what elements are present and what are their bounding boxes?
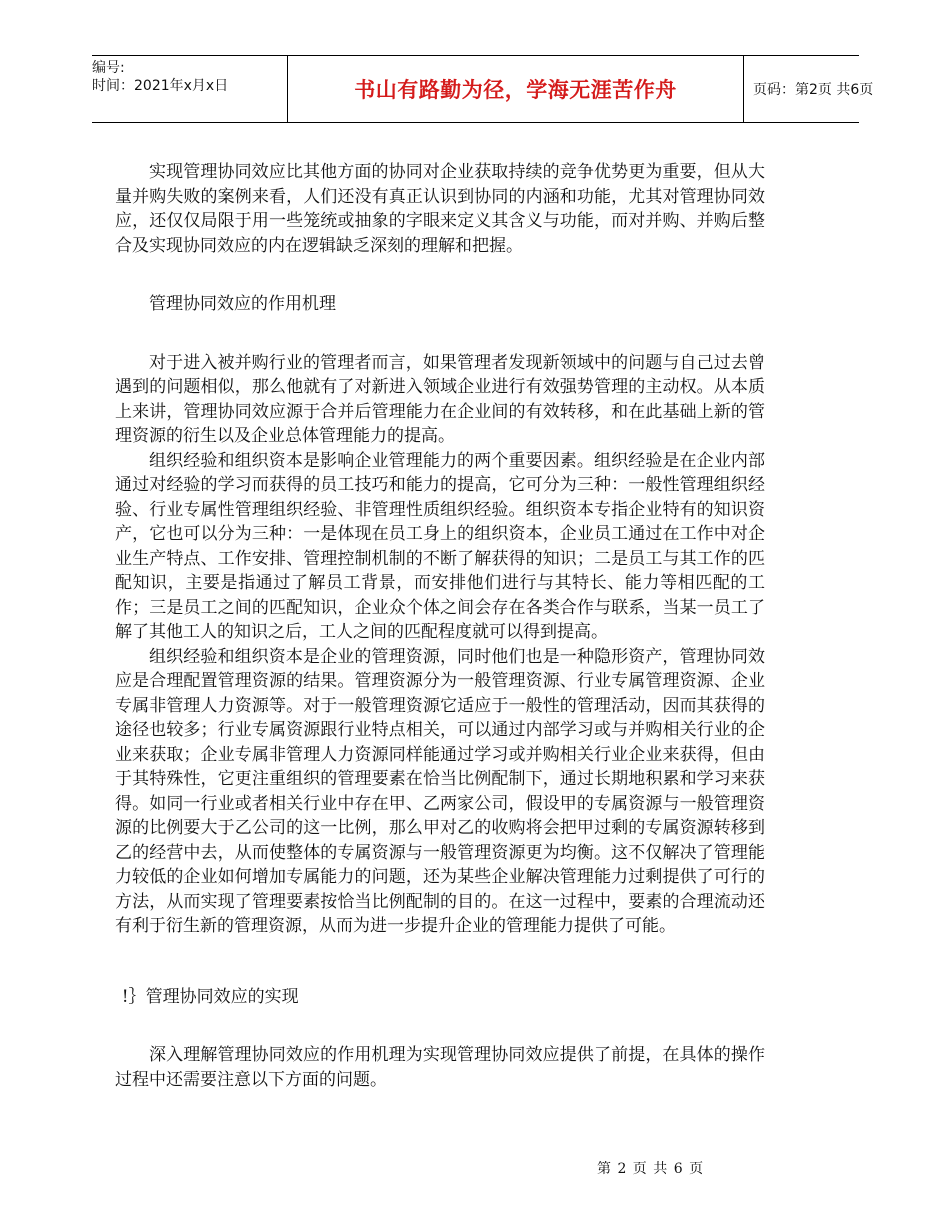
document-number-label: 编号: <box>92 60 125 76</box>
header-meta <box>92 56 287 125</box>
page-footer: 第 2 页 共 6 页 <box>597 1161 705 1177</box>
header-motto: 书山有路勤为径，学海无涯苦作舟 <box>287 56 744 122</box>
header-page-info: 页码：第2页 共6页 <box>753 82 874 98</box>
section-heading-mechanism: 管理协同效应的作用机理 <box>149 294 336 314</box>
document-time-label: 时间：2021年x月x日 <box>92 78 229 94</box>
section-heading-realization: !｝管理协同效应的实现 <box>121 986 299 1007</box>
paragraph-mechanism-2: 组织经验和组织资本是影响企业管理能力的两个重要因素。组织经验是在企业内部通过对经验的学习而获得的员工技巧和能力的提高，它可分为三种：一般性管理组织经验、行业专属性管理组织经验、非管理性质组织经验。组织资本专指企业特有的知识资产，它也可以分为三种：一是体现在员工身上的组织资本，企业员工通过在工作中对企业生产特点、工作安排、管理控制机制的不断了解获得的知识；二是员工与其工作的匹配知识，主要是指通过了解员工背景，而安排他们进行与其特长、能力等相匹配的工作；三是员工之间的匹配知识，企业众个体之间会存在各类合作与联系，当某一员工了解了其他工人的知识之后，工人之间的匹配程度就可以得到提高。 <box>115 450 765 642</box>
paragraph-realization: 深入理解管理协同效应的作用机理为实现管理协同效应提供了前提，在具体的操作过程中还需要注意以下方面的问题。 <box>115 1045 765 1090</box>
page-header <box>92 55 874 123</box>
paragraph-intro: 实现管理协同效应比其他方面的协同对企业获取持续的竞争优势更为重要，但从大量并购失败的案例来看，人们还没有真正认识到协同的内涵和功能，尤其对管理协同效应，还仅仅局限于用一些笼统或抽象的字眼来定义其含义与功能，而对并购、并购后整合及实现协同效应的内在逻辑缺乏深刻的理解和把握。 <box>115 162 765 256</box>
document-body <box>115 160 765 1092</box>
paragraph-mechanism-3: 组织经验和组织资本是企业的管理资源，同时他们也是一种隐形资产，管理协同效应是合理配置管理资源的结果。管理资源分为一般管理资源、行业专属管理资源、企业专属非管理人力资源等。对于一般管理资源它适应于一般性的管理活动，因而其获得的途径也较多；行业专属资源跟行业特点相关，可以通过内部学习或与并购相关行业的企业来获取；企业专属非管理人力资源同样能通过学习或并购相关行业企业来获得，但由于其特殊性，它更注重组织的管理要素在恰当比例配制下，通过长期地积累和学习来获得。如同一行业或者相关行业中存在甲、乙两家公司，假设甲的专属资源与一般管理资源的比例要大于乙公司的这一比例，那么甲对乙的收购将会把甲过剩的专属资源转移到乙的经营中去，从而使整体的专属资源与一般管理资源更为均衡。这不仅解决了管理能力较低的企业如何增加专属能力的问题，还为某些企业解决管理能力过剩提供了可行的方法，从而实现了管理要素按恰当比例配制的目的。在这一过程中，要素的合理流动还有利于衍生新的管理资源，从而为进一步提升企业的管理能力提供了可能。 <box>115 646 765 936</box>
paragraph-mechanism-1: 对于进入被并购行业的管理者而言，如果管理者发现新领域中的问题与自己过去曾遇到的问题相似，那么他就有了对新进入领域企业进行有效强势管理的主动权。从本质上来讲，管理协同效应源于合并后管理能力在企业间的有效转移，和在此基础上新的管理资源的衍生以及企业总体管理能力的提高。 <box>115 352 765 446</box>
